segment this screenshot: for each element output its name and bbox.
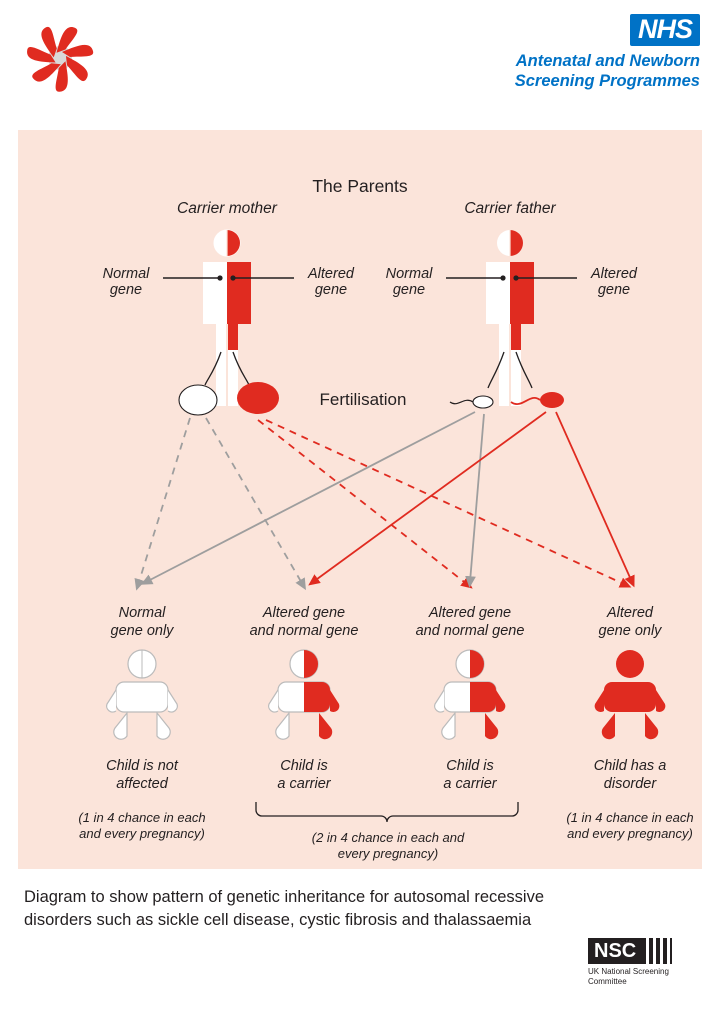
child-affected — [566, 605, 693, 841]
child-carrier2-genotype-line1: Altered gene — [428, 605, 512, 621]
baby-affected-icon — [595, 650, 666, 739]
father-normal-gene-label-line1: Normal — [385, 266, 433, 282]
child-carrier1-outcome-line2: a carrier — [277, 776, 331, 792]
swirl-logo-icon — [22, 20, 98, 96]
child-normal-genotype-line1: Normal — [118, 605, 166, 621]
mother-normal-gene-label-line2: gene — [109, 282, 143, 298]
fertilisation-label: Fertilisation — [319, 390, 407, 409]
caption-line2: disorders such as sickle cell disease, cystic fibrosis and thalassaemia — [24, 911, 532, 929]
arrow-sperm-altered-to-child-carrier1 — [313, 412, 546, 582]
child-carrier2-outcome-line1: Child is — [446, 758, 494, 774]
inheritance-diagram-panel — [18, 130, 702, 869]
child-carrier1-genotype-line1: Altered gene — [262, 605, 346, 621]
caption-line1: Diagram to show pattern of genetic inheritance for autosomal recessive — [24, 888, 545, 906]
nhs-branding — [515, 14, 700, 91]
sperm-normal-icon — [450, 396, 493, 408]
child-carrier1-genotype-line2: and normal gene — [249, 623, 359, 639]
mother-figure-icon — [203, 230, 251, 406]
child-carrier2-outcome-line2: a carrier — [443, 776, 497, 792]
child-carrier1-outcome-line1: Child is — [280, 758, 328, 774]
nhs-subtitle — [515, 51, 700, 91]
baby-normal-icon — [107, 650, 178, 739]
nhs-subtitle-line1: Antenatal and Newborn — [515, 52, 700, 70]
father-normal-gene-dot — [500, 275, 505, 280]
father-altered-gene-label-line2: gene — [597, 282, 631, 298]
page-header — [0, 0, 720, 116]
carrier-chance-line2: every pregnancy) — [337, 846, 439, 861]
egg-altered-icon — [237, 382, 279, 414]
diagram-caption — [24, 886, 684, 932]
mother-normal-gene-dot — [217, 275, 222, 280]
child-normal-outcome-line2: affected — [116, 776, 168, 792]
nhs-subtitle-line2: Screening Programmes — [514, 72, 700, 90]
arrow-sperm-normal-to-child-carrier2 — [470, 414, 484, 582]
child-affected-outcome-line2: disorder — [603, 776, 657, 792]
arrow-egg-normal-to-child-normal — [138, 418, 190, 585]
nsc-subtitle — [588, 967, 698, 987]
mother-altered-gene-label-line1: Altered — [308, 266, 354, 282]
child-affected-genotype-line2: gene only — [598, 623, 662, 639]
father-figure-icon — [486, 230, 534, 406]
child-normal — [78, 605, 205, 841]
mother-altered-gene-dot — [230, 275, 235, 280]
inheritance-diagram — [18, 130, 702, 869]
child-normal-chance-line2: and every pregnancy) — [79, 826, 205, 841]
arrow-egg-altered-to-child-carrier2 — [258, 420, 468, 585]
father-altered-gene-label-line1: Altered — [591, 266, 637, 282]
father-title: Carrier father — [464, 200, 556, 217]
nsc-subtitle-line1: UK National Screening — [588, 967, 669, 976]
mother-title: Carrier mother — [177, 200, 277, 217]
egg-normal-icon — [179, 385, 217, 415]
arrow-sperm-normal-to-child-normal — [146, 412, 475, 582]
nsc-grid-icon — [642, 938, 672, 964]
carrier-chance-brace — [256, 802, 518, 822]
child-affected-outcome-line1: Child has a — [593, 758, 667, 774]
nsc-subtitle-line2: Committee — [588, 977, 627, 986]
child-normal-chance-line1: (1 in 4 chance in each — [78, 810, 206, 825]
diagram-title: The Parents — [312, 176, 408, 196]
parent-father — [386, 200, 638, 408]
nsc-branding — [588, 938, 698, 987]
baby-carrier-icon — [269, 650, 340, 739]
child-carrier-1 — [250, 605, 359, 792]
child-carrier-2 — [416, 605, 525, 792]
child-affected-chance-line1: (1 in 4 chance in each — [566, 810, 694, 825]
nhs-logo: NHS — [630, 14, 700, 46]
carrier-chance-line1: (2 in 4 chance in each and — [311, 830, 465, 845]
child-normal-outcome-line1: Child is not — [106, 758, 178, 774]
arrow-sperm-altered-to-child-affected — [556, 412, 632, 582]
arrow-egg-normal-to-child-carrier1 — [206, 418, 303, 585]
child-affected-genotype-line1: Altered — [607, 605, 653, 621]
baby-carrier-icon — [435, 650, 506, 739]
father-altered-gene-dot — [513, 275, 518, 280]
child-carrier2-genotype-line2: and normal gene — [415, 623, 525, 639]
mother-altered-gene-label-line2: gene — [314, 282, 348, 298]
nsc-logo: NSC — [588, 938, 642, 964]
arrow-egg-altered-to-child-affected — [266, 420, 626, 585]
mother-normal-gene-label-line1: Normal — [102, 266, 150, 282]
child-normal-genotype-line2: gene only — [110, 623, 174, 639]
father-normal-gene-label-line2: gene — [392, 282, 426, 298]
child-affected-chance-line2: and every pregnancy) — [567, 826, 693, 841]
parent-mother — [103, 200, 355, 415]
